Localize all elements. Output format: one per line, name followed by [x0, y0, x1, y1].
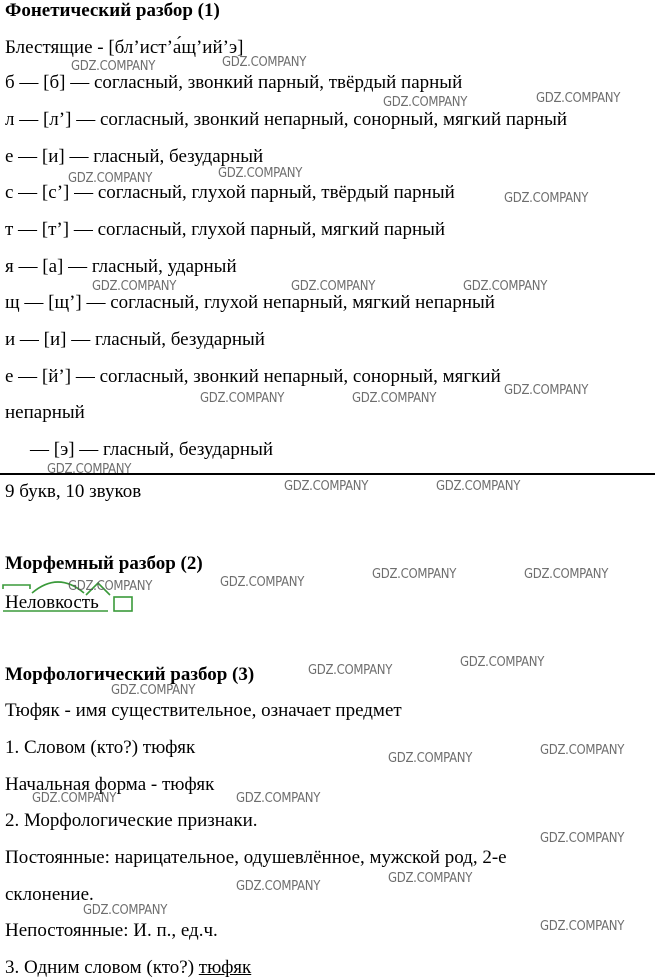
phonetic-letter-line: е — [й’] — согласный, звонкий непарный, сонорный, мягкий	[5, 366, 501, 387]
phonetic-word: Блестящие - [бл’ист’а́щ’ий’э]	[5, 37, 244, 58]
watermark: GDZ.COMPANY	[200, 391, 285, 406]
watermark: GDZ.COMPANY	[504, 383, 589, 398]
watermark: GDZ.COMPANY	[222, 55, 307, 70]
watermark: GDZ.COMPANY	[388, 751, 473, 766]
phonetic-title: Фонетический разбор (1)	[5, 0, 220, 21]
morphemic-title: Морфемный разбор (2)	[5, 553, 203, 574]
watermark: GDZ.COMPANY	[383, 95, 468, 110]
morphological-line: Начальная форма - тюфяк	[5, 774, 215, 795]
phonetic-letter-line: с — [с’] — согласный, глухой парный, твёрдый парный	[5, 182, 455, 203]
watermark: GDZ.COMPANY	[540, 831, 625, 846]
phonetic-letter-line: т — [т’] — согласный, глухой парный, мягкий парный	[5, 219, 446, 240]
watermark: GDZ.COMPANY	[111, 683, 196, 698]
phonetic-letter-line: л — [л’] — согласный, звонкий непарный, сонорный, мягкий парный	[5, 109, 568, 130]
ending-box	[114, 597, 132, 611]
phonetic-letter-line: и — [и] — гласный, безударный	[5, 329, 265, 350]
watermark: GDZ.COMPANY	[83, 903, 168, 918]
watermark: GDZ.COMPANY	[218, 166, 303, 181]
watermark: GDZ.COMPANY	[291, 279, 376, 294]
last-line-word: тюфяк	[198, 957, 252, 978]
phonetic-letter-line: — [э] — гласный, безударный	[30, 439, 274, 460]
morphological-line: 1. Словом (кто?) тюфяк	[5, 737, 196, 758]
watermark: GDZ.COMPANY	[463, 279, 548, 294]
morphological-title: Морфологический разбор (3)	[5, 664, 255, 685]
morphological-last-line	[5, 957, 251, 979]
phonetic-summary: 9 букв, 10 звуков	[5, 481, 142, 502]
watermark: GDZ.COMPANY	[284, 479, 369, 494]
morphological-line: Непостоянные: И. п., ед.ч.	[5, 920, 218, 941]
watermark: GDZ.COMPANY	[372, 567, 457, 582]
watermark: GDZ.COMPANY	[436, 479, 521, 494]
prefix-mark	[3, 585, 30, 589]
morphological-line: Постоянные: нарицательное, одушевлённое, мужской род, 2-е	[5, 847, 507, 868]
watermark: GDZ.COMPANY	[236, 791, 321, 806]
last-line-prefix: 3. Одним словом (кто?)	[5, 957, 199, 978]
watermark: GDZ.COMPANY	[220, 575, 305, 590]
morphemic-word: Неловкость	[5, 592, 99, 613]
watermark: GDZ.COMPANY	[71, 59, 156, 74]
phonetic-letter-line: непарный	[5, 402, 85, 423]
watermark: GDZ.COMPANY	[352, 391, 437, 406]
watermark: GDZ.COMPANY	[92, 279, 177, 294]
watermark: GDZ.COMPANY	[388, 871, 473, 886]
watermark: GDZ.COMPANY	[32, 791, 117, 806]
watermark: GDZ.COMPANY	[540, 743, 625, 758]
morphological-line: 2. Морфологические признаки.	[5, 810, 258, 831]
watermark: GDZ.COMPANY	[47, 462, 132, 477]
watermark: GDZ.COMPANY	[540, 919, 625, 934]
phonetic-letter-line: я — [а] — гласный, ударный	[5, 256, 237, 277]
watermark: GDZ.COMPANY	[504, 191, 589, 206]
watermark: GDZ.COMPANY	[536, 91, 621, 106]
watermark: GDZ.COMPANY	[460, 655, 545, 670]
morphological-line: Тюфяк - имя существительное, означает предмет	[5, 700, 402, 721]
phonetic-letter-line: щ — [щ’] — согласный, глухой непарный, мягкий непарный	[5, 292, 495, 313]
phonetic-letter-line: б — [б] — согласный, звонкий парный, твёрдый парный	[5, 72, 463, 93]
watermark: GDZ.COMPANY	[68, 171, 153, 186]
watermark: GDZ.COMPANY	[524, 567, 609, 582]
morphological-line: склонение.	[5, 884, 94, 905]
watermark: GDZ.COMPANY	[68, 579, 153, 594]
watermark: GDZ.COMPANY	[236, 879, 321, 894]
watermark: GDZ.COMPANY	[308, 663, 393, 678]
phonetic-letter-line: е — [и] — гласный, безударный	[5, 146, 264, 167]
